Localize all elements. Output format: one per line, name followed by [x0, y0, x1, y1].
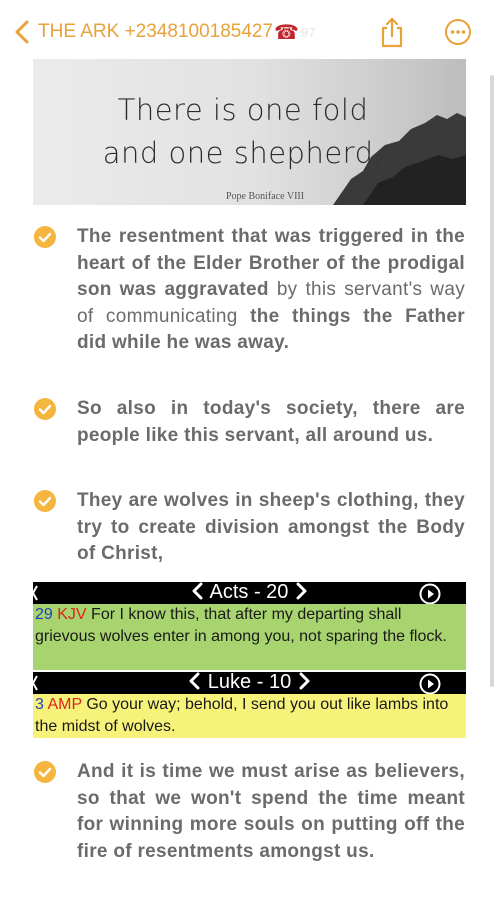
- scrollbar[interactable]: [490, 75, 494, 687]
- item-text-bold: The resentment that was triggered in the heart of the Elder Brother of the prodigal son was aggravated: [77, 226, 465, 300]
- play-icon[interactable]: [418, 673, 442, 695]
- more-options-icon[interactable]: [444, 18, 472, 46]
- item-text-light: by this servant's way of communicating: [77, 279, 465, 327]
- back-button[interactable]: [10, 14, 315, 50]
- play-icon[interactable]: [418, 583, 442, 605]
- next-chapter-icon[interactable]: [297, 672, 311, 690]
- verse-translation: KJV: [57, 606, 87, 623]
- faded-title-suffix: 97: [300, 24, 316, 40]
- verse-reference-text: Luke - 10: [207, 671, 292, 693]
- check-circle-icon: [34, 761, 56, 783]
- verse-reference-text: Acts - 20: [209, 581, 289, 603]
- check-circle-icon: [34, 490, 56, 512]
- verse-header-acts: [33, 582, 466, 604]
- verse-reference: [33, 581, 466, 604]
- chat-title: THE ARK +2348100185427: [38, 21, 274, 42]
- verse-text: Go your way; behold, I send you out like lambs into the midst of wolves.: [35, 696, 449, 735]
- telephone-icon: ☎: [274, 21, 299, 44]
- item-text: So also in today's society, there are people like this servant, all around us.: [77, 398, 465, 446]
- item-text: They are wolves in sheep's clothing, they try to create division amongst the Body of Christ,: [77, 490, 465, 564]
- chevron-left-icon: [10, 14, 34, 50]
- verse-header-luke: [33, 672, 466, 694]
- item-text: And it is time we must arise as believers, so that we won't spend the time meant for winning more souls on putting off the fire of resentments amongst us.: [77, 761, 465, 862]
- prev-chapter-icon[interactable]: [191, 582, 205, 600]
- prev-chapter-icon[interactable]: [188, 672, 202, 690]
- item-text-bold-2: the things the Father did while he was away.: [77, 305, 465, 353]
- verse-reference: [33, 671, 466, 694]
- verse-body-acts: [33, 604, 466, 670]
- share-icon[interactable]: [378, 16, 406, 48]
- verse-body-luke: [33, 694, 466, 738]
- top-nav-bar: [0, 0, 499, 60]
- quote-line-1: There is one fold: [117, 93, 369, 127]
- item-text: [77, 224, 465, 357]
- check-circle-icon: [34, 398, 56, 420]
- verse-text: For I know this, that after my departing shall grievous wolves enter in among you, not sparing the flock.: [35, 606, 447, 645]
- banner-quote: [93, 89, 393, 175]
- verse-number: 29: [35, 606, 53, 623]
- verse-number: 3: [35, 696, 44, 713]
- next-chapter-icon[interactable]: [294, 582, 308, 600]
- quote-attribution: Pope Boniface VIII: [225, 191, 305, 202]
- check-circle-icon: [34, 226, 56, 248]
- quote-banner-image: [33, 59, 466, 205]
- quote-line-2: and one shepherd.: [102, 136, 384, 170]
- verse-translation: AMP: [47, 696, 82, 713]
